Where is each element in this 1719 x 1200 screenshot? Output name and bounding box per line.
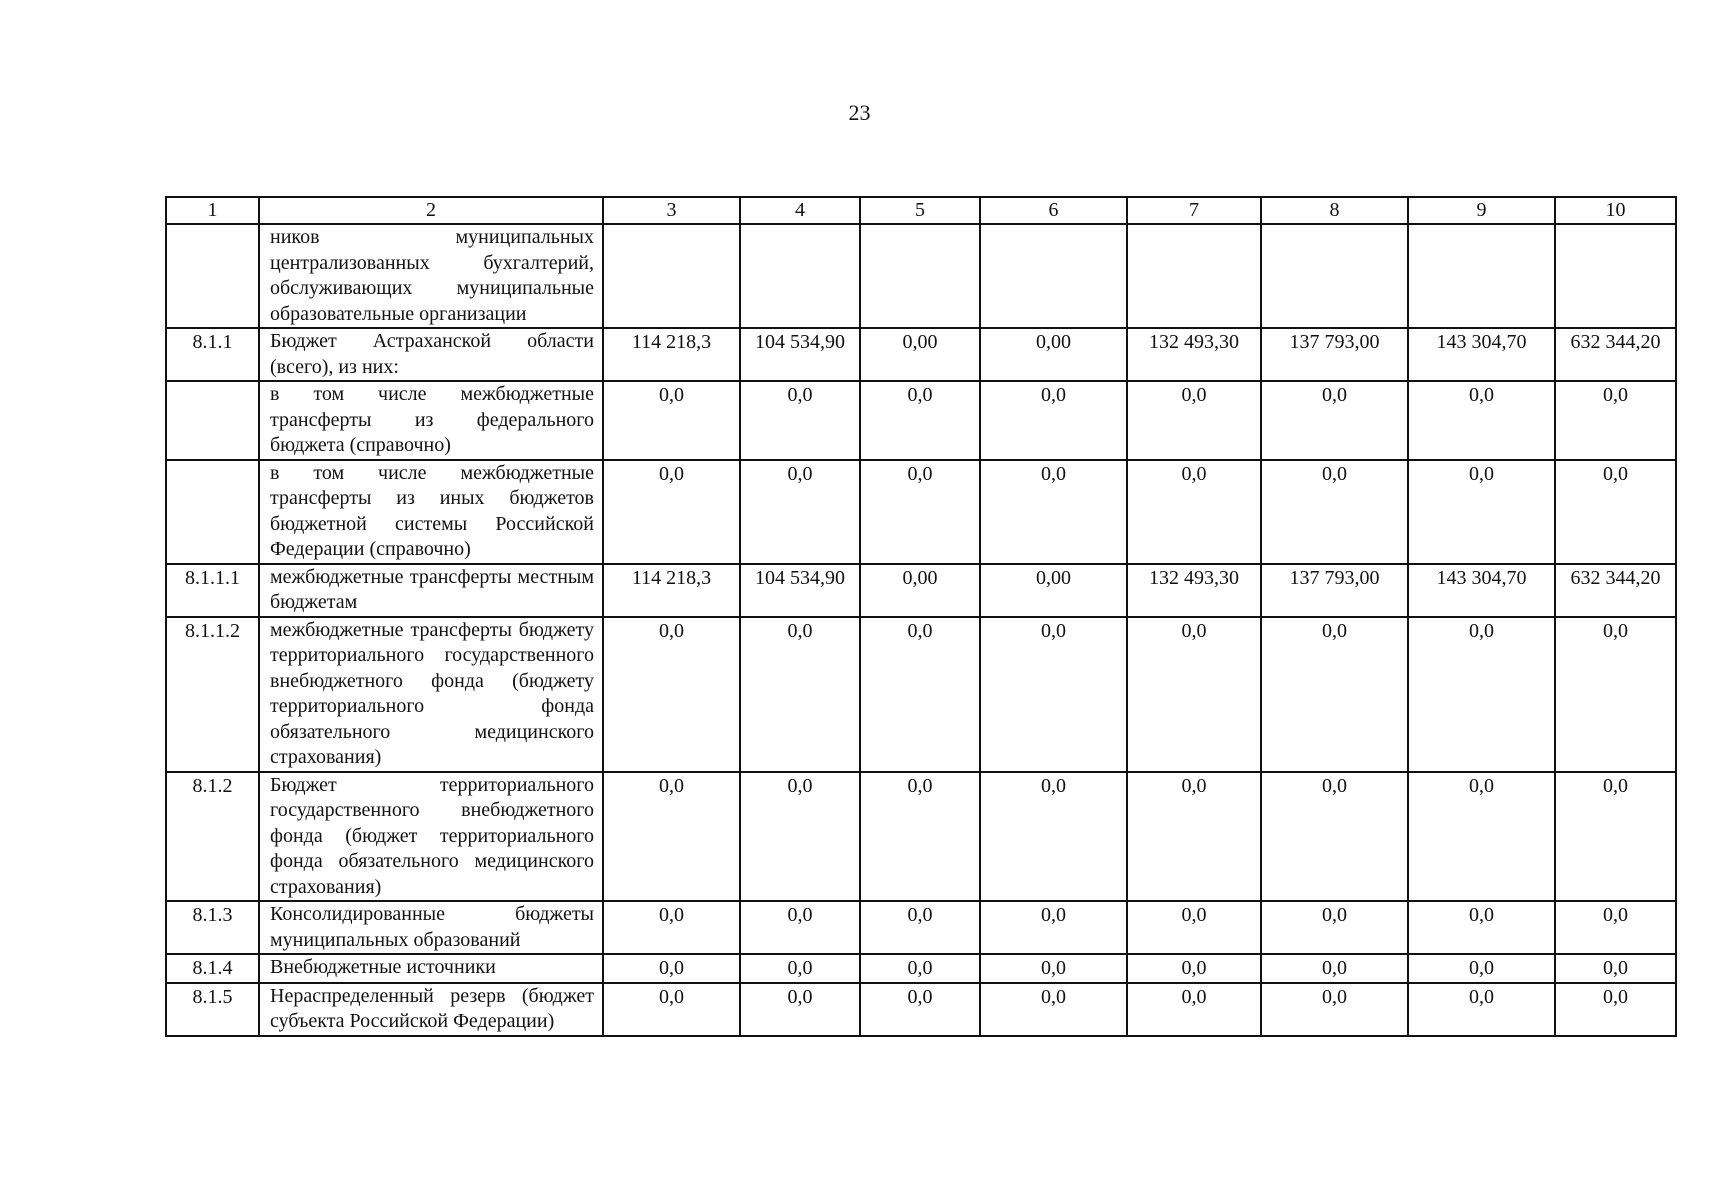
row-value-col-9: 0,0 xyxy=(1408,954,1555,983)
row-value-col-6: 0,00 xyxy=(980,328,1127,381)
row-value-col-5: 0,0 xyxy=(860,983,980,1036)
row-value-col-9: 143 304,70 xyxy=(1408,328,1555,381)
row-code: 8.1.1 xyxy=(166,328,259,381)
row-value-col-3: 0,0 xyxy=(603,617,740,772)
row-value-col-10: 632 344,20 xyxy=(1555,564,1676,617)
table-row xyxy=(166,564,1676,617)
row-value-col-10: 0,0 xyxy=(1555,460,1676,564)
row-value-col-4: 0,0 xyxy=(740,772,860,902)
row-value-col-7: 0,0 xyxy=(1127,901,1261,954)
table-body xyxy=(166,224,1676,1036)
row-value-col-4: 0,0 xyxy=(740,617,860,772)
row-value-col-8: 0,0 xyxy=(1261,617,1408,772)
row-value-col-9 xyxy=(1408,224,1555,328)
row-value-col-8: 137 793,00 xyxy=(1261,328,1408,381)
row-value-col-7: 0,0 xyxy=(1127,617,1261,772)
table-row xyxy=(166,224,1676,328)
row-value-col-7: 0,0 xyxy=(1127,460,1261,564)
row-value-col-4: 0,0 xyxy=(740,983,860,1036)
row-value-col-8: 0,0 xyxy=(1261,460,1408,564)
row-code xyxy=(166,381,259,460)
row-value-col-6: 0,0 xyxy=(980,617,1127,772)
row-value-col-4: 0,0 xyxy=(740,381,860,460)
row-value-col-8 xyxy=(1261,224,1408,328)
row-description: Внебюджетные источники xyxy=(259,954,603,983)
row-code xyxy=(166,460,259,564)
row-value-col-8: 0,0 xyxy=(1261,772,1408,902)
row-description: Консолидированные бюджеты муниципальных образований xyxy=(259,901,603,954)
row-value-col-4: 104 534,90 xyxy=(740,328,860,381)
row-value-col-3: 0,0 xyxy=(603,901,740,954)
row-value-col-5: 0,0 xyxy=(860,772,980,902)
row-value-col-10: 0,0 xyxy=(1555,381,1676,460)
row-value-col-6: 0,0 xyxy=(980,460,1127,564)
row-value-col-4: 0,0 xyxy=(740,954,860,983)
row-description: в том числе межбюджетные трансферты из иных бюджетов бюджетной системы Российской Федерации (справочно) xyxy=(259,460,603,564)
row-value-col-7: 0,0 xyxy=(1127,983,1261,1036)
row-description: ников муниципальных централизованных бухгалтерий, обслуживающих муниципальные образовательные организации xyxy=(259,224,603,328)
row-value-col-6: 0,00 xyxy=(980,564,1127,617)
table-row xyxy=(166,772,1676,902)
row-value-col-9: 0,0 xyxy=(1408,460,1555,564)
budget-table-container xyxy=(165,196,1675,1037)
row-value-col-7 xyxy=(1127,224,1261,328)
row-value-col-8: 0,0 xyxy=(1261,381,1408,460)
row-value-col-4: 0,0 xyxy=(740,901,860,954)
row-value-col-3: 0,0 xyxy=(603,983,740,1036)
row-value-col-3: 114 218,3 xyxy=(603,564,740,617)
row-value-col-6: 0,0 xyxy=(980,954,1127,983)
row-value-col-3: 0,0 xyxy=(603,381,740,460)
row-value-col-8: 0,0 xyxy=(1261,954,1408,983)
column-header: 4 xyxy=(740,197,860,224)
row-value-col-3: 0,0 xyxy=(603,772,740,902)
row-value-col-5 xyxy=(860,224,980,328)
row-code: 8.1.2 xyxy=(166,772,259,902)
row-value-col-9: 0,0 xyxy=(1408,617,1555,772)
row-value-col-10 xyxy=(1555,224,1676,328)
table-row xyxy=(166,328,1676,381)
row-description: межбюджетные трансферты местным бюджетам xyxy=(259,564,603,617)
row-value-col-3: 0,0 xyxy=(603,460,740,564)
row-value-col-9: 0,0 xyxy=(1408,381,1555,460)
budget-table xyxy=(165,196,1677,1037)
row-description: Бюджет Астраханской области (всего), из них: xyxy=(259,328,603,381)
row-value-col-8: 0,0 xyxy=(1261,983,1408,1036)
row-description: в том числе межбюджетные трансферты из федерального бюджета (справочно) xyxy=(259,381,603,460)
table-row xyxy=(166,460,1676,564)
row-value-col-9: 143 304,70 xyxy=(1408,564,1555,617)
row-value-col-10: 0,0 xyxy=(1555,983,1676,1036)
row-value-col-4: 104 534,90 xyxy=(740,564,860,617)
row-value-col-3 xyxy=(603,224,740,328)
table-row xyxy=(166,901,1676,954)
column-header: 6 xyxy=(980,197,1127,224)
row-value-col-9: 0,0 xyxy=(1408,983,1555,1036)
row-value-col-7: 0,0 xyxy=(1127,381,1261,460)
row-value-col-5: 0,0 xyxy=(860,954,980,983)
column-header: 5 xyxy=(860,197,980,224)
table-row xyxy=(166,617,1676,772)
row-code xyxy=(166,224,259,328)
table-header-row xyxy=(166,197,1676,224)
row-value-col-9: 0,0 xyxy=(1408,901,1555,954)
row-code: 8.1.1.1 xyxy=(166,564,259,617)
column-header: 9 xyxy=(1408,197,1555,224)
column-header: 10 xyxy=(1555,197,1676,224)
row-value-col-7: 132 493,30 xyxy=(1127,328,1261,381)
row-code: 8.1.4 xyxy=(166,954,259,983)
row-code: 8.1.1.2 xyxy=(166,617,259,772)
table-row xyxy=(166,983,1676,1036)
row-value-col-7: 0,0 xyxy=(1127,954,1261,983)
row-value-col-8: 137 793,00 xyxy=(1261,564,1408,617)
row-value-col-5: 0,0 xyxy=(860,901,980,954)
row-value-col-5: 0,00 xyxy=(860,328,980,381)
row-value-col-10: 632 344,20 xyxy=(1555,328,1676,381)
row-value-col-6: 0,0 xyxy=(980,983,1127,1036)
row-value-col-4: 0,0 xyxy=(740,460,860,564)
row-value-col-7: 132 493,30 xyxy=(1127,564,1261,617)
row-value-col-8: 0,0 xyxy=(1261,901,1408,954)
row-description: Нераспределенный резерв (бюджет субъекта Российской Федерации) xyxy=(259,983,603,1036)
table-row xyxy=(166,954,1676,983)
row-value-col-10: 0,0 xyxy=(1555,617,1676,772)
row-description: Бюджет территориального государственного внебюджетного фонда (бюджет территориального фонда обязательного медицинского страхования) xyxy=(259,772,603,902)
row-value-col-3: 114 218,3 xyxy=(603,328,740,381)
column-header: 7 xyxy=(1127,197,1261,224)
row-value-col-10: 0,0 xyxy=(1555,772,1676,902)
row-value-col-7: 0,0 xyxy=(1127,772,1261,902)
row-value-col-10: 0,0 xyxy=(1555,901,1676,954)
row-value-col-9: 0,0 xyxy=(1408,772,1555,902)
row-value-col-5: 0,0 xyxy=(860,460,980,564)
row-description: межбюджетные трансферты бюджету территориального государственного внебюджетного фонда (бюджету территориального фонда обязательного медицинского страхования) xyxy=(259,617,603,772)
row-value-col-10: 0,0 xyxy=(1555,954,1676,983)
row-value-col-5: 0,0 xyxy=(860,381,980,460)
row-value-col-6: 0,0 xyxy=(980,381,1127,460)
row-value-col-6 xyxy=(980,224,1127,328)
row-value-col-6: 0,0 xyxy=(980,901,1127,954)
column-header: 3 xyxy=(603,197,740,224)
row-value-col-4 xyxy=(740,224,860,328)
row-code: 8.1.5 xyxy=(166,983,259,1036)
row-code: 8.1.3 xyxy=(166,901,259,954)
row-value-col-5: 0,0 xyxy=(860,617,980,772)
row-value-col-6: 0,0 xyxy=(980,772,1127,902)
column-header: 1 xyxy=(166,197,259,224)
table-row xyxy=(166,381,1676,460)
column-header: 8 xyxy=(1261,197,1408,224)
row-value-col-5: 0,00 xyxy=(860,564,980,617)
page-number: 23 xyxy=(848,100,871,125)
row-value-col-3: 0,0 xyxy=(603,954,740,983)
column-header: 2 xyxy=(259,197,603,224)
